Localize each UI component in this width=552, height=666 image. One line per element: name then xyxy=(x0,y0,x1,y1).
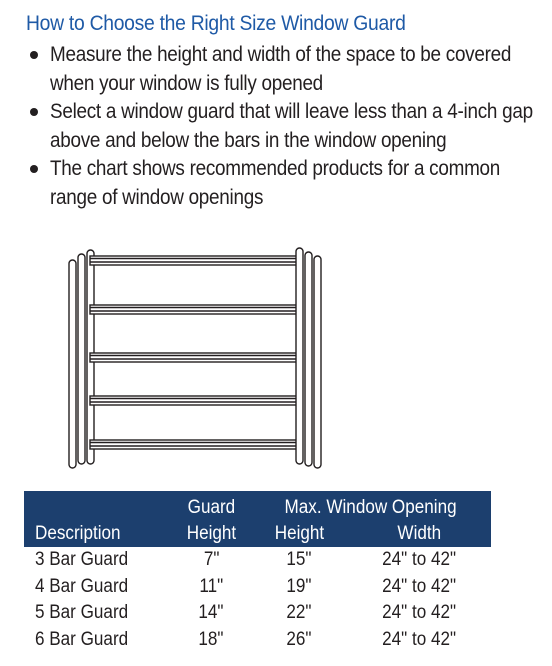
column-header xyxy=(172,521,250,547)
cell-description: 5 Bar Guard xyxy=(35,602,129,624)
guard-bar xyxy=(90,396,300,405)
bullet-icon xyxy=(30,108,38,116)
cell-description: 4 Bar Guard xyxy=(35,575,129,597)
header-max-width: Width xyxy=(397,523,442,544)
size-chart-table xyxy=(24,491,491,653)
guard-post xyxy=(305,252,312,466)
cell-guard-height: 11" xyxy=(199,575,224,597)
guard-post xyxy=(78,254,85,464)
page-heading: How to Choose the Right Size Window Guard xyxy=(26,12,406,35)
header-max-window-opening: Max. Window Opening xyxy=(284,497,457,518)
instruction-text: Measure the height and width of the space to be covered when your window is fully opened xyxy=(50,43,512,95)
column-header xyxy=(24,491,172,521)
table-row xyxy=(24,547,491,574)
cell-description: 3 Bar Guard xyxy=(35,549,129,571)
window-guard-illustration xyxy=(60,244,335,474)
instructions-list xyxy=(26,41,546,212)
table-header-row xyxy=(24,521,491,547)
bullet-icon xyxy=(30,51,38,59)
cell-max-width: 24" to 42" xyxy=(382,575,457,597)
cell-guard-height: 18" xyxy=(198,628,224,650)
guard-bar xyxy=(90,440,300,449)
instruction-text: The chart shows recommended products for a common range of window openings xyxy=(50,157,501,209)
cell-max-width: 24" to 42" xyxy=(382,628,457,650)
guard-post xyxy=(69,260,76,468)
guard-bar xyxy=(90,256,300,265)
header-description: Description xyxy=(35,523,121,544)
column-header xyxy=(24,521,172,547)
column-header xyxy=(250,491,491,521)
header-guard-height: Height xyxy=(186,523,237,544)
instruction-item xyxy=(26,155,546,212)
cell-max-height: 22" xyxy=(286,602,312,624)
column-header xyxy=(348,521,491,547)
instruction-item xyxy=(26,41,546,98)
table-row xyxy=(24,627,491,654)
cell-description: 6 Bar Guard xyxy=(35,628,129,650)
cell-max-height: 15" xyxy=(286,549,312,571)
cell-max-width: 24" to 42" xyxy=(382,602,457,624)
table-row xyxy=(24,574,491,601)
cell-max-height: 19" xyxy=(286,575,312,597)
cell-guard-height: 14" xyxy=(198,602,224,624)
cell-guard-height: 7" xyxy=(203,549,220,571)
table-header-row xyxy=(24,491,491,521)
guard-post xyxy=(296,248,303,464)
header-max-height: Height xyxy=(274,523,324,544)
table-row xyxy=(24,600,491,627)
column-header xyxy=(172,491,250,521)
instruction-text: Select a window guard that will leave less than a 4-inch gap above and below the bars in the window opening xyxy=(50,100,533,152)
guard-post xyxy=(314,256,321,468)
cell-max-width: 24" to 42" xyxy=(382,549,457,571)
guard-bar xyxy=(90,305,300,314)
bullet-icon xyxy=(30,165,38,173)
instruction-item xyxy=(26,98,546,155)
header-guard: Guard xyxy=(187,497,236,518)
guard-bar xyxy=(90,353,300,362)
cell-max-height: 26" xyxy=(286,628,312,650)
column-header xyxy=(250,521,348,547)
